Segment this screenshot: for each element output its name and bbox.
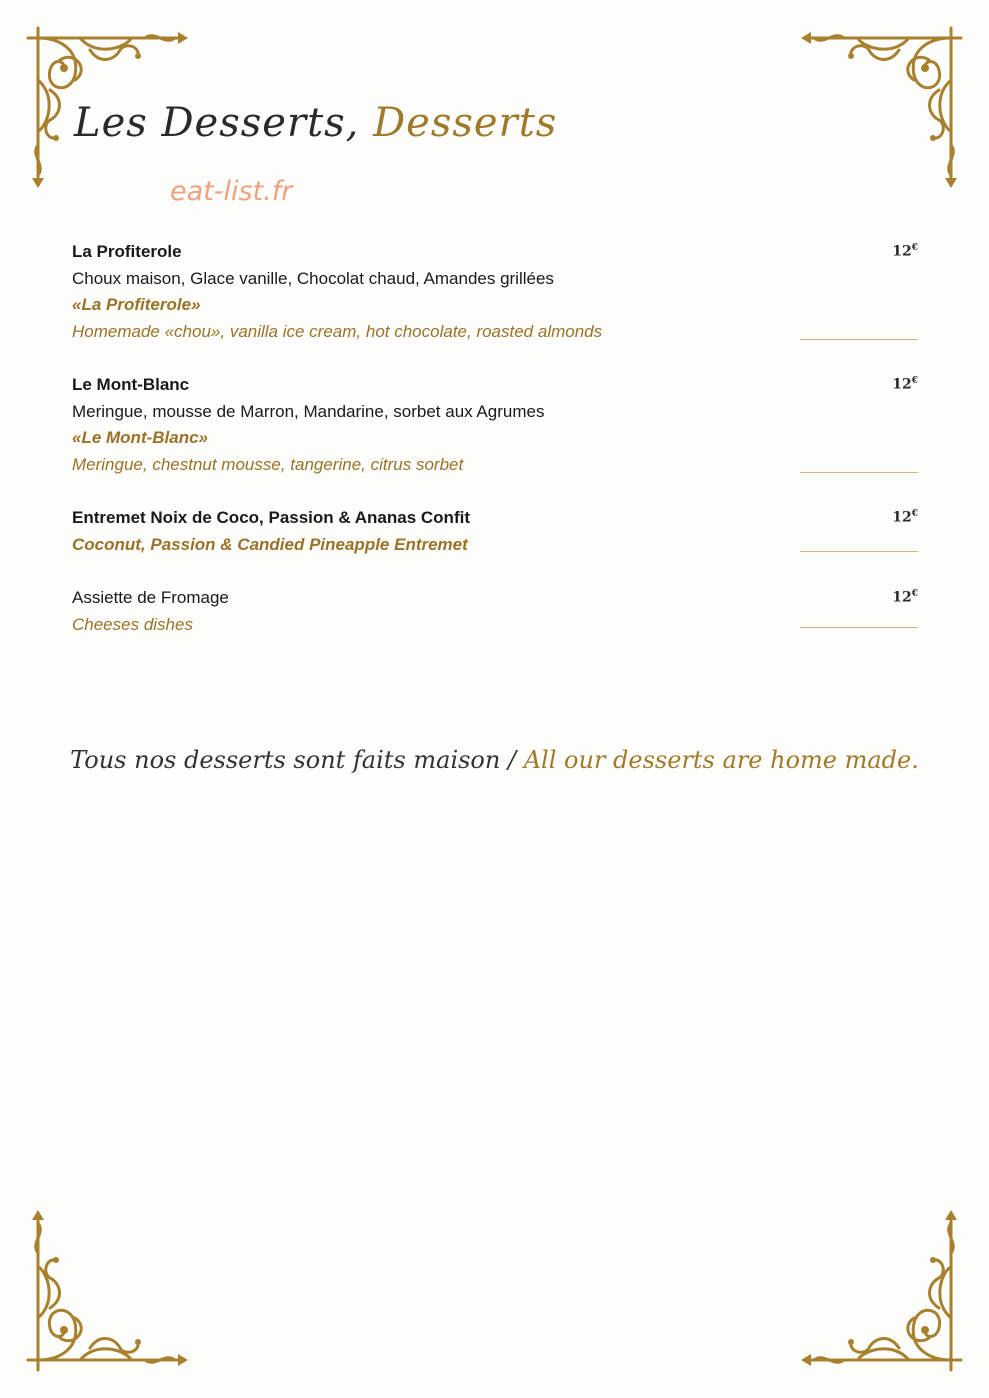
price-value: 12 (892, 243, 912, 260)
page-title-fr: Les Desserts, (74, 100, 360, 146)
item-name: Le Mont-Blanc (72, 375, 190, 394)
footer-note (0, 746, 989, 774)
item-name-en: «La Profiterole» (72, 295, 201, 314)
item-price (892, 509, 918, 526)
item-price (892, 589, 918, 606)
price-value: 12 (892, 376, 912, 393)
currency-symbol: € (911, 243, 918, 253)
price-value: 12 (892, 509, 912, 526)
currency-symbol: € (911, 589, 918, 599)
corner-ornament-bottom-left (20, 1208, 190, 1378)
item-price (892, 243, 918, 260)
menu-item (72, 239, 918, 345)
item-name: Assiette de Fromage (72, 588, 229, 607)
watermark: eat-list.fr (170, 176, 293, 207)
ornament-icon (799, 1208, 969, 1378)
item-separator (800, 627, 918, 628)
currency-symbol: € (911, 509, 918, 519)
item-name-en: Coconut, Passion & Candied Pineapple Entremet (72, 534, 468, 554)
currency-symbol: € (911, 376, 918, 386)
item-description-en: Homemade «chou», vanilla ice cream, hot chocolate, roasted almonds (72, 321, 603, 341)
item-name: La Profiterole (72, 242, 182, 261)
corner-ornament-bottom-right (799, 1208, 969, 1378)
item-price (892, 376, 918, 393)
item-description: Meringue, mousse de Marron, Mandarine, sorbet aux Agrumes (72, 401, 545, 421)
item-separator (800, 551, 918, 552)
item-separator (800, 339, 918, 340)
corner-ornament-top-right (799, 20, 969, 190)
price-value: 12 (892, 589, 912, 606)
menu-item (72, 585, 918, 638)
footer-note-fr: Tous nos desserts sont faits maison (70, 746, 501, 774)
footer-note-en: All our desserts are home made. (523, 746, 919, 774)
ornament-icon (799, 20, 969, 190)
item-separator (800, 472, 918, 473)
item-name: Entremet Noix de Coco, Passion & Ananas Confit (72, 508, 470, 527)
footer-separator: / (507, 746, 517, 774)
item-description: Choux maison, Glace vanille, Chocolat chaud, Amandes grillées (72, 268, 554, 288)
item-name-en: Cheeses dishes (72, 614, 193, 634)
menu-item (72, 505, 918, 558)
item-description-en: Meringue, chestnut mousse, tangerine, citrus sorbet (72, 454, 464, 474)
item-name-en: «Le Mont-Blanc» (72, 428, 209, 447)
page-title (74, 100, 557, 146)
ornament-icon (20, 1208, 190, 1378)
menu-item (72, 372, 918, 478)
page-title-en: Desserts (373, 100, 558, 146)
